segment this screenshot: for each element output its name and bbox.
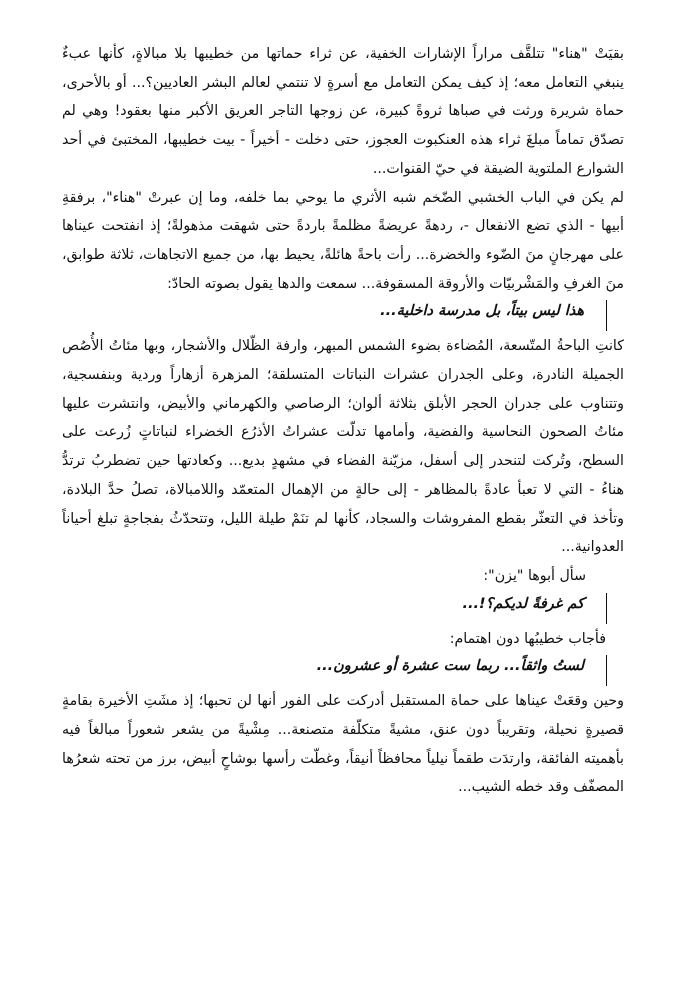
paragraph-3: كانتِ الباحةُ المتّسعة، المُضاءة بضوء الشمس المبهر، وارفة الظّلال والأشجار، وبها مئاتُ الأُصُص الجميلة النادرة، وعلى الجدران عشرات النباتات المتسلقة؛ المزهرة أزهاراً وردية وبنفسجية، وتتناوب على جدران الحجر الأبلق بثلاثة ألوان؛ الرصاصي والكهرماني والأبيض، وانتشرت عليها مئاتُ الصحون النحاسية والفضية، وأمامها تدلّت عشراتُ الأذرُع الخضراء لنباتاتٍ زُرعت على السطح، وتُركت لتنحدر إلى أسفل، مزيّنة الفضاء في مشهدٍ بديع... وكعادتها حين تضطربُ ترتدُّ هناءُ - التي لا تعبأ عادةً بالمظاهر - إلى حالةٍ من الإهمال المتعمّد واللامبالاة، تصلُ حدَّ البلادة، وتأخذ في التعثّر بقطع المفروشات والسجاد، كأنها لم تنَمْ طيلة الليل، وتتحدّثُ بفجاجةٍ تبلغ أحياناً العدوانية... <box>62 338 624 556</box>
quote-block-1 <box>62 299 624 331</box>
paragraph-4: سأل أبوها "يزن": <box>483 567 586 584</box>
quote-bar <box>606 593 607 624</box>
quote-block-3 <box>62 654 624 686</box>
quote-text-2: كم غرفةً لديكم؟!... <box>462 595 584 612</box>
paragraph-5: فأجاب خطيبُها دون اهتمام: <box>449 630 606 647</box>
quote-block-2 <box>62 592 624 624</box>
paragraph-6: وحين وقعَتْ عيناها على حماة المستقبل أدركت على الفور أنها لن تحبها؛ إذ مشَتِ الأخيرة بقامةٍ قصيرةٍ نحيلة، وتقريباً دون عنق، مشيةً متكلّفة متصنعة... مِشْيةً من يشعر شعوراً مبالغاً فيه بأهميته الفائقة، وارتدَت طقماً نيلياً محافظاً أنيقاً، وغطّت رأسها بوشاحٍ أبيض، برز من تحته شعرُها المصفّف وقد خطه الشيب... <box>62 693 624 796</box>
quote-text-1: هذا ليس بيتاً، بل مدرسة داخلية... <box>380 303 584 320</box>
quote-bar <box>606 300 607 331</box>
quote-text-3: لستُ واثقاً... ربما ست عشرة أو عشرون... <box>316 658 584 675</box>
paragraph-2: لم يكن في الباب الخشبي الضّخم شبه الأثري ما يوحي بما خلفه، وما إن عبرتْ "هناء"، برفقةِ أبيها - الذي تضع الانفعال -، ردهةً عريضةً مظلمةً باردةً حتى شهقت مذهولةً؛ إذ انفتحت عيناها على مهرجانٍ منَ الضّوء والخضرة... رأت باحةً هائلةً، يحيط بها، من جميع الاتجاهات، ثلاثة طوابق، منَ الغرفِ والمَشْربيّات والأروقة المسقوفة... سمعت والدها يقول بصوته الحادّ: <box>62 189 624 292</box>
paragraph-1: بقيَتْ "هناء" تتلقَّف مراراً الإشارات الخفية، عن ثراء حماتها من خطيبها بلا مبالاةٍ، كأنها عبءٌ ينبغي التعامل معه؛ إذ كيف يمكن التعامل مع أسرةٍ لا تنتمي لعالم البشر العاديين؟... أو بالأحرى، حماة شريرة ورثت في صباها ثروةً كبيرة، عن زوجها التاجر العريق الأكبر منها بعقود! وهي لم تصدّق تماماً مبلغَ ثراء هذه العنكبوت العجوز، حتى دخلت - أخيراً - بيت خطيبها، المختبئ في أحد الشوارع الملتوية الضيقة في حيّ القنوات... <box>62 46 624 177</box>
quote-bar <box>606 655 607 686</box>
